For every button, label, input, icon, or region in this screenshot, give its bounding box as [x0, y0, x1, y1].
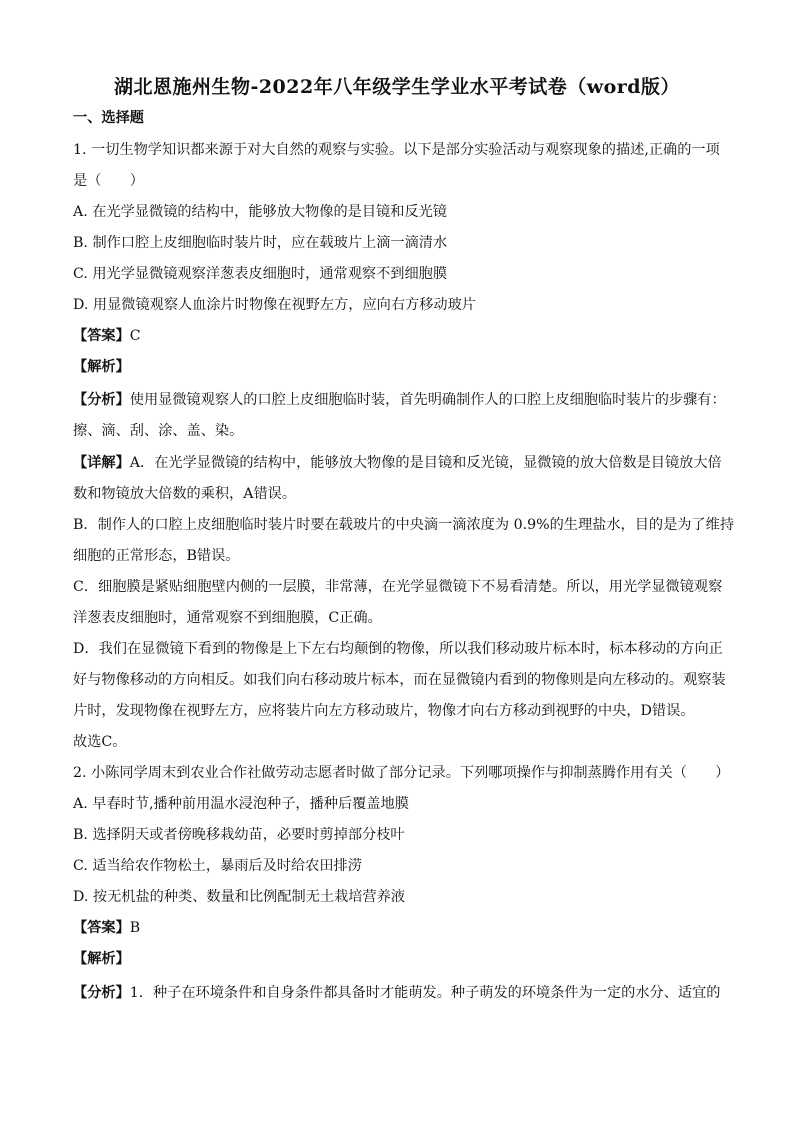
q1-detail-b-line2: 细胞的正常形态，B错误。 [73, 548, 240, 564]
answer-value: B [129, 920, 141, 936]
document-title: 湖北恩施州生物-2022年八年级学生学业水平考试卷（word版） [113, 76, 681, 98]
q1-detail-c-line1: C．细胞膜是紧贴细胞壁内侧的一层膜，非常薄，在光学显微镜下不易看清楚。所以，用光学显微镜观察 [73, 579, 723, 595]
q1-detail-c-line2: 洋葱表皮细胞时，通常观察不到细胞膜，C正确。 [73, 610, 382, 626]
q1-detail-d-line3: 片时，发现物像在视野左方，应将装片向左方移动玻片，物像才向右方移动到视野的中央，D错误。 [73, 703, 695, 719]
answer-label: 【答案】 [73, 328, 130, 344]
q1-answer [73, 326, 141, 346]
analysis-text: 1．种子在环境条件和自身条件都具备时才能萌发。种子萌发的环境条件为一定的水分、适宜的 [129, 985, 721, 1001]
analysis-label: 【分析】 [73, 985, 130, 1001]
answer-value: C [129, 328, 141, 344]
q1-option-a: A. 在光学显微镜的结构中，能够放大物像的是目镜和反光镜 [73, 204, 447, 220]
q2-option-b: B. 选择阴天或者傍晚移栽幼苗，必要时剪掉部分枝叶 [73, 827, 405, 843]
q1-analysis-line1 [73, 390, 726, 410]
q1-option-d: D. 用显微镜观察人血涂片时物像在视野左方，应向右方移动玻片 [73, 297, 476, 313]
detail-label: 【详解】 [73, 455, 130, 471]
answer-label: 【答案】 [73, 920, 130, 936]
q1-option-b: B. 制作口腔上皮细胞临时装片时，应在载玻片上滴一滴清水 [73, 235, 448, 251]
q2-option-c: C. 适当给农作物松土，暴雨后及时给农田排涝 [73, 858, 362, 874]
q1-detail-d-line2: 好与物像移动的方向相反。如我们向右移动玻片标本，而在显微镜内看到的物像则是向左移动的。观察装 [73, 672, 726, 688]
q1-detail-d-line1: D．我们在显微镜下看到的物像是上下左右均颠倒的物像，所以我们移动玻片标本时，标本移动的方向正 [73, 641, 723, 657]
q1-detail-a-line1 [73, 453, 722, 473]
q2-answer [73, 918, 140, 938]
q1-analysis-line2: 擦、滴、刮、涂、盖、染。 [73, 423, 244, 439]
q2-analysis-heading: 【解析】 [73, 951, 130, 967]
q2-option-a: A. 早春时节,播种前用温水浸泡种子，播种后覆盖地膜 [73, 796, 409, 812]
q1-stem-line2: 是（ ） [73, 173, 144, 189]
q1-stem-line1: 1. 一切生物学知识都来源于对大自然的观察与实验。以下是部分实验活动与观察现象的描述,正确的一项 [73, 142, 720, 158]
q1-analysis-heading: 【解析】 [73, 359, 130, 375]
section-heading: 一、选择题 [73, 110, 144, 126]
q2-stem: 2. 小陈同学周末到农业合作社做劳动志愿者时做了部分记录。下列哪项操作与抑制蒸腾作用有关（ ） [73, 765, 730, 781]
q1-detail-b-line1: B．制作人的口腔上皮细胞临时装片时要在载玻片的中央滴一滴浓度为 0.9%的生理盐水，目的是为了维持 [73, 517, 735, 533]
q2-option-d: D. 按无机盐的种类、数量和比例配制无土栽培营养液 [73, 889, 406, 905]
analysis-text: 使用显微镜观察人的口腔上皮细胞临时装，首先明确制作人的口腔上皮细胞临时装片的步骤有： [129, 392, 726, 408]
q1-detail-a-line2: 数和物镜放大倍数的乘积，A错误。 [73, 486, 297, 502]
q1-conclusion: 故选C。 [73, 734, 127, 750]
q2-analysis-line1 [73, 983, 720, 1003]
analysis-label: 【分析】 [73, 392, 130, 408]
detail-text: A．在光学显微镜的结构中，能够放大物像的是目镜和反光镜，显微镜的放大倍数是目镜放大倍 [129, 455, 722, 471]
q1-option-c: C. 用光学显微镜观察洋葱表皮细胞时，通常观察不到细胞膜 [73, 266, 448, 282]
